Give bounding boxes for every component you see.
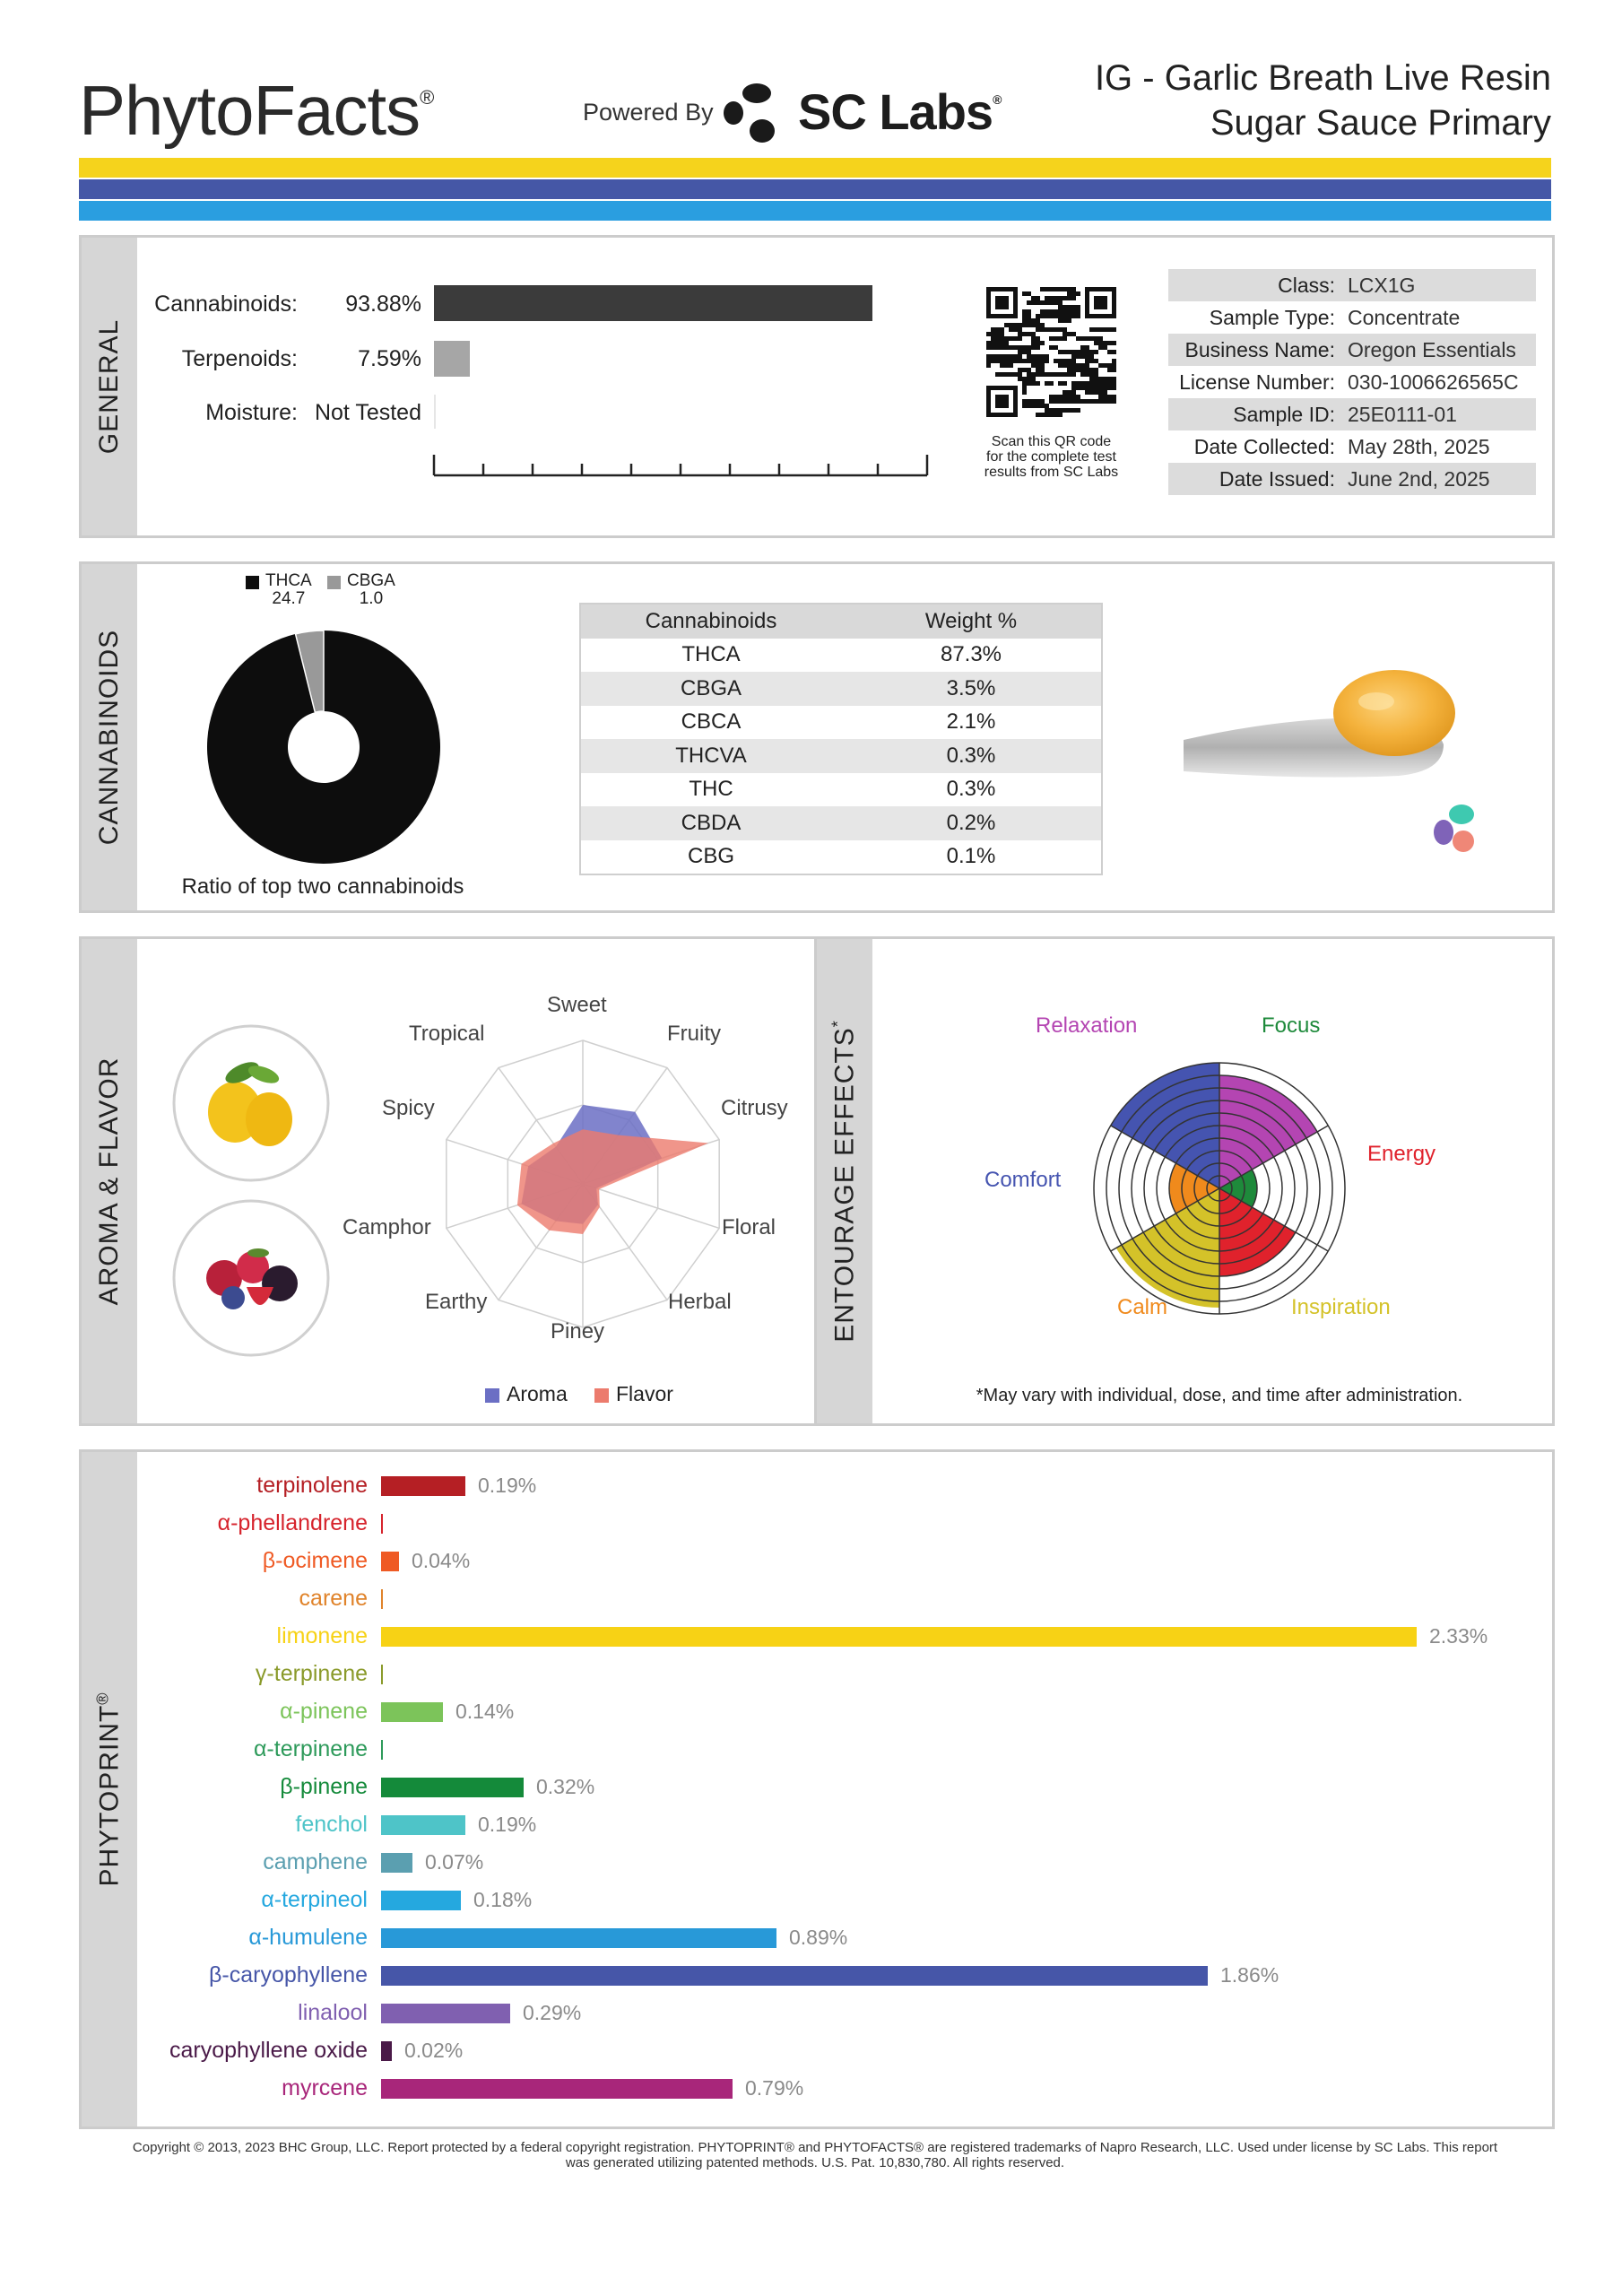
- cell-weight: 2.1%: [946, 709, 996, 735]
- aroma-sidebar: [82, 939, 137, 1423]
- cell-weight: 3.5%: [946, 675, 996, 700]
- terpene-value: 1.86%: [1220, 1963, 1279, 1987]
- general-sidebar: [82, 238, 137, 535]
- lab-mark: ®: [993, 92, 1002, 108]
- product-title-line2: Sugar Sauce Primary: [1210, 103, 1551, 143]
- phytoprint-side-text: PHYTOPRINT: [94, 1704, 125, 1887]
- table-row: [581, 672, 1101, 706]
- info-key: License Number:: [1179, 370, 1335, 394]
- legend-flavor-swatch: [594, 1388, 609, 1403]
- terpene-bar: [381, 1702, 443, 1722]
- terpene-name: linalool: [298, 2000, 368, 2025]
- legend-cbga-name: CBGA: [347, 571, 395, 590]
- info-value: Concentrate: [1348, 305, 1461, 329]
- terpene-value: 2.33%: [1429, 1624, 1488, 1648]
- cell-name: CBDA: [681, 810, 742, 835]
- cell-weight: 0.2%: [946, 810, 996, 835]
- entourage-effects-chart: [1085, 1054, 1354, 1323]
- product-image: [1175, 655, 1488, 861]
- terpenoids-label: Terpenoids:: [181, 346, 298, 371]
- cannabinoid-ratio-donut: [204, 628, 443, 866]
- cannabinoids-table: [579, 603, 1103, 875]
- terpene-bar: [381, 1476, 465, 1496]
- info-key: Class:: [1278, 273, 1335, 297]
- qr-caption: [968, 434, 1134, 480]
- cell-name: THCVA: [675, 743, 747, 768]
- moisture-label: Moisture:: [205, 400, 298, 425]
- qr-code-icon[interactable]: [986, 287, 1116, 417]
- effect-label-calm: Calm: [1117, 1295, 1168, 1319]
- sc-labs-wordmark: [798, 83, 1001, 141]
- effect-label-inspiration: Inspiration: [1291, 1295, 1391, 1319]
- terpene-value: 0.18%: [473, 1888, 533, 1911]
- terpene-name: α-humulene: [248, 1925, 368, 1950]
- info-value: May 28th, 2025: [1348, 434, 1490, 458]
- phytofacts-logo: [79, 70, 433, 152]
- info-key: Sample Type:: [1209, 305, 1335, 329]
- info-value: 030-1006626565C: [1348, 370, 1519, 394]
- legend-flavor: Flavor: [616, 1382, 673, 1405]
- cell-name: THCA: [681, 642, 741, 667]
- cell-name: THC: [689, 777, 733, 802]
- legend-aroma: Aroma: [507, 1382, 568, 1405]
- info-key: Date Issued:: [1219, 466, 1335, 491]
- legend-thca-name: THCA: [265, 571, 312, 590]
- effect-label-relaxation: Relaxation: [1036, 1013, 1138, 1038]
- terpene-value: 0.04%: [412, 1549, 471, 1572]
- effect-label-energy: Energy: [1367, 1142, 1436, 1166]
- qr-caption-line1: Scan this QR code: [991, 434, 1112, 449]
- terpene-bar: [381, 2041, 392, 2061]
- info-row-license-number: [1168, 366, 1536, 398]
- entourage-side-label: [829, 1020, 861, 1343]
- phytoprint-side-mark: ®: [93, 1692, 112, 1705]
- footer-line1: Copyright © 2013, 2023 BHC Group, LLC. Report protected by a federal copyright registration. PHYTOPRINT® and PHYTOFACTS® are registered trademarks of Napro Research, LLC. Used under license by SC Labs. This report: [132, 2140, 1498, 2155]
- terpene-value: 0.89%: [789, 1926, 848, 1949]
- cannabinoids-value: 93.88%: [345, 291, 421, 317]
- product-title-line1: IG - Garlic Breath Live Resin: [1094, 58, 1551, 98]
- info-key: Date Collected:: [1193, 434, 1335, 458]
- radar-label-floral: Floral: [722, 1215, 776, 1239]
- legend-thca-ratio: 24.7: [272, 589, 306, 608]
- cell-name: CBG: [687, 844, 734, 869]
- moisture-value: Not Tested: [314, 400, 421, 425]
- header-stripe-blue: [79, 179, 1551, 199]
- info-row-sample-id: [1168, 398, 1536, 430]
- terpene-value: 0.19%: [478, 1474, 537, 1497]
- legend-aroma-swatch: [485, 1388, 499, 1403]
- radar-label-camphor: Camphor: [343, 1215, 431, 1239]
- terpene-bar: [381, 1966, 1208, 1986]
- powered-by-label: Powered By: [583, 99, 714, 126]
- terpene-name: β-caryophyllene: [209, 1962, 368, 1987]
- moisture-bar: [434, 395, 436, 429]
- cannabinoids-sidebar: [82, 564, 137, 910]
- table-row: [581, 706, 1101, 740]
- terpene-bar: [381, 1552, 399, 1571]
- legend-cbga: [347, 572, 395, 608]
- sample-info-table: [1168, 269, 1536, 495]
- terpene-value: 0.14%: [455, 1700, 515, 1723]
- cell-name: CBGA: [680, 675, 742, 700]
- info-row-date-issued: [1168, 463, 1536, 495]
- info-row-sample-type: [1168, 301, 1536, 334]
- terpene-bar: [381, 1589, 383, 1609]
- cannabinoids-side-label: CANNABINOIDS: [94, 629, 124, 846]
- col-cannabinoids: Cannabinoids: [645, 608, 777, 633]
- info-key: Sample ID:: [1233, 402, 1335, 426]
- terpene-value: 0.29%: [523, 2001, 582, 2024]
- effects-disclaimer: *May vary with individual, dose, and time after administration.: [976, 1386, 1463, 1405]
- terpene-name: α-terpineol: [261, 1887, 368, 1912]
- terpene-bar: [381, 1740, 383, 1760]
- terpene-value: 0.02%: [404, 2039, 464, 2062]
- cell-name: CBCA: [681, 709, 742, 735]
- sc-labs-logo-icon: [717, 79, 789, 151]
- donut-caption: Ratio of top two cannabinoids: [181, 874, 464, 899]
- terpene-value: 0.79%: [745, 2076, 804, 2100]
- radar-label-citrusy: Citrusy: [721, 1096, 788, 1120]
- terpene-name: γ-terpinene: [255, 1661, 368, 1686]
- table-row: [581, 739, 1101, 773]
- legend-thca-swatch: [246, 576, 259, 589]
- table-row: [581, 773, 1101, 807]
- terpene-bar: [381, 1778, 524, 1797]
- terpene-bar: [381, 2079, 733, 2099]
- radar-series-flavor: [517, 1129, 708, 1234]
- effect-segment-inspiration: [1116, 1188, 1219, 1308]
- qr-caption-line2: for the complete test: [986, 449, 1116, 465]
- legend-cbga-ratio: 1.0: [359, 589, 384, 608]
- radar-label-herbal: Herbal: [668, 1290, 732, 1314]
- col-weight: Weight %: [924, 608, 1018, 633]
- terpene-value: 0.32%: [536, 1775, 595, 1798]
- entourage-sidebar: [817, 939, 872, 1423]
- radar-label-tropical: Tropical: [409, 1022, 485, 1046]
- terpene-bar: [381, 1627, 1417, 1647]
- info-row-date-collected: [1168, 430, 1536, 463]
- terpene-name: carene: [299, 1586, 368, 1611]
- aroma-side-label: AROMA & FLAVOR: [94, 1057, 124, 1306]
- footer-line2: was generated utilizing patented methods. U.S. Pat. 10,830,780. All rights reserved.: [565, 2155, 1065, 2170]
- terpenoids-bar: [434, 341, 470, 377]
- logo-mark: ®: [420, 86, 434, 109]
- general-side-label: GENERAL: [94, 318, 124, 455]
- terpene-value: 0.07%: [425, 1850, 484, 1874]
- cannabinoids-bar: [434, 285, 872, 321]
- table-row: [581, 639, 1101, 673]
- copyright-footer: [79, 2140, 1551, 2170]
- info-key: Business Name:: [1184, 337, 1335, 361]
- terpene-value: 0.19%: [478, 1813, 537, 1836]
- info-row-class: [1168, 269, 1536, 301]
- lemon-icon: [170, 1022, 332, 1184]
- terpene-bar: [381, 1514, 383, 1534]
- berries-icon: [170, 1197, 332, 1359]
- terpene-name: β-pinene: [280, 1774, 368, 1799]
- table-row: [581, 806, 1101, 840]
- terpene-name: terpinolene: [256, 1473, 368, 1498]
- radar-label-earthy: Earthy: [425, 1290, 488, 1314]
- terpene-bar: [381, 2004, 510, 2023]
- lab-name: SC Labs: [798, 83, 993, 140]
- entourage-side-mark: *: [828, 1020, 847, 1028]
- terpene-name: α-pinene: [280, 1699, 368, 1724]
- cell-weight: 0.3%: [946, 743, 996, 768]
- radar-label-fruity: Fruity: [667, 1022, 721, 1046]
- effect-label-focus: Focus: [1262, 1013, 1321, 1038]
- cannabinoids-label: Cannabinoids:: [154, 291, 298, 317]
- info-value: Oregon Essentials: [1348, 337, 1516, 361]
- header-stripe-light-blue: [79, 201, 1551, 221]
- terpene-name: α-phellandrene: [217, 1510, 368, 1535]
- info-row-business-name: [1168, 334, 1536, 366]
- radar-label-spicy: Spicy: [382, 1096, 435, 1120]
- entourage-side-text: ENTOURAGE EFFECTS: [829, 1027, 860, 1343]
- terpene-name: caryophyllene oxide: [169, 2038, 368, 2063]
- info-value: LCX1G: [1348, 273, 1416, 297]
- terpene-bar: [381, 1853, 412, 1873]
- terpene-name: myrcene: [282, 2075, 368, 2100]
- terpene-name: camphene: [263, 1849, 368, 1874]
- cell-weight: 0.3%: [946, 777, 996, 802]
- cell-weight: 0.1%: [946, 844, 996, 869]
- terpene-bar: [381, 1891, 461, 1910]
- terpenoids-value: 7.59%: [358, 346, 421, 371]
- terpene-name: β-ocimene: [262, 1548, 368, 1573]
- legend-thca: [265, 572, 312, 608]
- effect-label-comfort: Comfort: [984, 1168, 1062, 1192]
- cell-weight: 87.3%: [940, 642, 1002, 667]
- legend-cbga-swatch: [327, 576, 341, 589]
- terpene-bar: [381, 1928, 776, 1948]
- terpene-name: α-terpinene: [253, 1736, 368, 1761]
- terpene-name: fenchol: [295, 1812, 368, 1837]
- logo-text: PhytoFacts: [79, 71, 421, 150]
- general-scale-axis: [430, 453, 929, 480]
- info-value: June 2nd, 2025: [1348, 466, 1490, 491]
- terpene-name: limonene: [276, 1623, 368, 1648]
- terpene-bar: [381, 1815, 465, 1835]
- product-title: [1095, 56, 1551, 145]
- info-value: 25E0111-01: [1348, 402, 1457, 426]
- radar-label-piney: Piney: [551, 1319, 605, 1344]
- terpene-bar: [381, 1665, 383, 1684]
- qr-caption-line3: results from SC Labs: [984, 465, 1119, 480]
- table-row: [581, 840, 1101, 874]
- table-header: [581, 604, 1101, 639]
- radar-label-sweet: Sweet: [547, 993, 607, 1017]
- header-stripe-yellow: [79, 158, 1551, 178]
